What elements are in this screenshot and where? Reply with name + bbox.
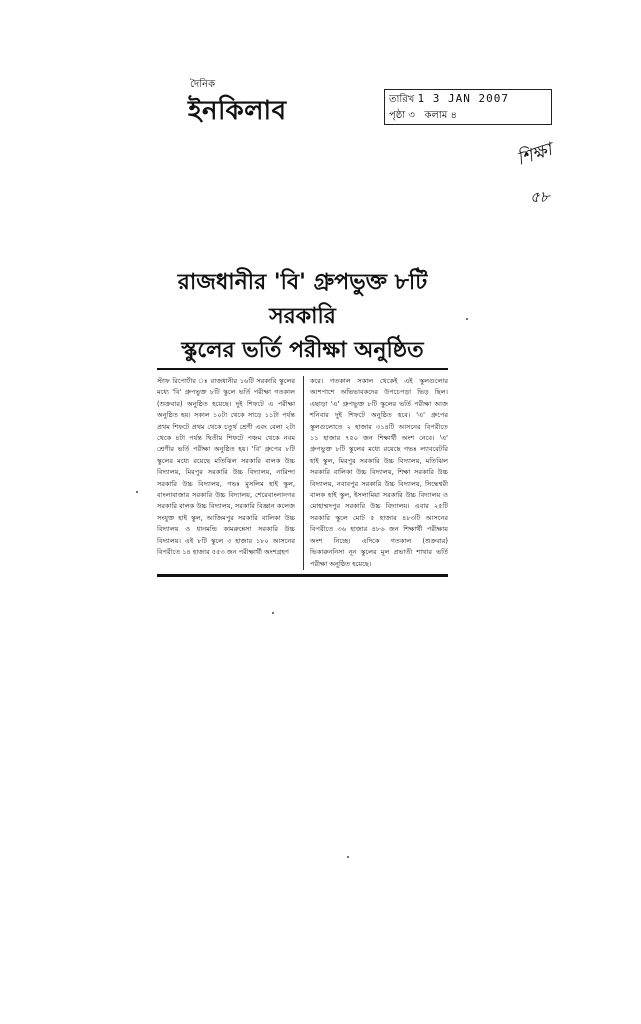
article-body	[157, 376, 448, 577]
article-column-1: স্টাফ রিপোর্টার ঃ রাজধানীর ১৬টি সরকারি স্কুলের মধ্যে 'বি' গ্রুপভুক্ত ৮টি স্কুলে ভর্তি পরীক্ষা গতকাল (শুক্রবার) অনুষ্ঠিত হয়েছে। দুই শিফটে এ পরীক্ষা অনুষ্ঠিত হয়। সকাল ১০টা থেকে সাড়ে ১১টা পর্যন্ত প্রথম শিফটে প্রথম থেকে চতুর্থ শ্রেণী এবং বেলা ২টা থেকে ৪টা পর্যন্ত দ্বিতীয় শিফটে পঞ্চম থেকে নবম শ্রেণীর ভর্তি পরীক্ষা অনুষ্ঠিত হয়। 'বি' গ্রুপের ৮টি স্কুলের মধ্যে রয়েছে মতিঝিল সরকারি বালক উচ্চ বিদ্যালয়, মিরপুর সরকারি উচ্চ বিদ্যালয়, নারিন্দা সরকারি উচ্চ বিদ্যালয়, গভঃ মুসলিম হাই স্কুল, বাংলাবাজার সরকারি উচ্চ বিদ্যালয়, শেরেবাংলানগর সরকারি বালক উচ্চ বিদ্যালয়, সরকারি বিজ্ঞান কলেজ সংযুক্ত হাই স্কুল, আজিমপুর সরকারি বালিকা উচ্চ বিদ্যালয় ও ধানমন্ডি কামরুন্নেসা সরকারি উচ্চ বিদ্যালয়। এই ৮টি স্কুলে ৩ হাজার ১৮০ আসনের বিপরীতে ১৪ হাজার ৫৫৩ জন পরীক্ষার্থী অংশগ্রহণ	[157, 377, 295, 557]
page-row	[389, 108, 547, 124]
date-stamp	[384, 89, 552, 125]
handwritten-number: ৫৮	[530, 188, 550, 206]
page-label: পৃষ্ঠা ৩	[389, 110, 415, 121]
scan-speck	[466, 318, 468, 320]
headline-line-1: রাজধানীর 'বি' গ্রুপভুক্ত ৮টি সরকারি	[177, 270, 428, 329]
scan-speck	[136, 491, 138, 493]
date-label: তারিখ	[389, 94, 415, 105]
date-row	[389, 91, 547, 108]
column-label: কলাম ৪	[424, 110, 458, 121]
newspaper-name: ইনকিলাব	[188, 96, 287, 126]
article-column-2: করে। গতকাল সকাল থেকেই এই স্কুলগুলোর আশপাশে অভিভাবকদের উপচেপড়া ভিড় ছিল। এছাড়া 'এ' গ্রুপভুক্ত ৮টি স্কুলের ভর্তি পরীক্ষা আজ শনিবার দুই শিফটে অনুষ্ঠিত হবে। 'এ' গ্রুপের স্কুলগুলোতে ২ হাজার ৩১৪টি আসনের বিপরীতে ১১ হাজার ৭৫০ জন শিক্ষার্থী অংশ নেবে। 'এ' গ্রুপভুক্ত ৮টি স্কুলের মধ্যে রয়েছে গভঃ ল্যাবরেটরি হাই স্কুল, মিরপুর সরকারি উচ্চ বিদ্যালয়, মতিঝিল সরকারি বালিকা উচ্চ বিদ্যালয়, শিক্ষা সরকারি উচ্চ বিদ্যালয়, নবাবপুর সরকারি উচ্চ বিদ্যালয়, সিদ্ধেশ্বরী বালক হাই স্কুল, ইসলামিয়া সরকারি উচ্চ বিদ্যালয় ও মোহাম্মদপুর সরকারি উচ্চ বিদ্যালয়। এবার ২৫টি সরকারি স্কুলে মোট ৫ হাজার ৪৮৩টি আসনের বিপরীতে ৩৬ হাজার ৪৮৬ জন শিক্ষার্থী পরীক্ষায় অংশ নিচ্ছে। এদিকে গতকাল (শুক্রবার) ভিকারুননিসা নূন স্কুলের মূল প্রভাতী শাখার ভর্তি পরীক্ষা অনুষ্ঠিত হয়েছে।	[303, 376, 448, 570]
headline-line-2: স্কুলের ভর্তি পরীক্ষা অনুষ্ঠিত	[181, 338, 424, 363]
scan-speck	[347, 856, 349, 858]
article-headline	[157, 266, 448, 370]
handwritten-note: শিক্ষা	[514, 139, 555, 171]
date-value: 1 3 JAN 2007	[417, 92, 510, 105]
news-clipping	[157, 266, 448, 577]
newspaper-kicker: দৈনিক	[190, 79, 216, 90]
scan-speck	[272, 612, 274, 614]
